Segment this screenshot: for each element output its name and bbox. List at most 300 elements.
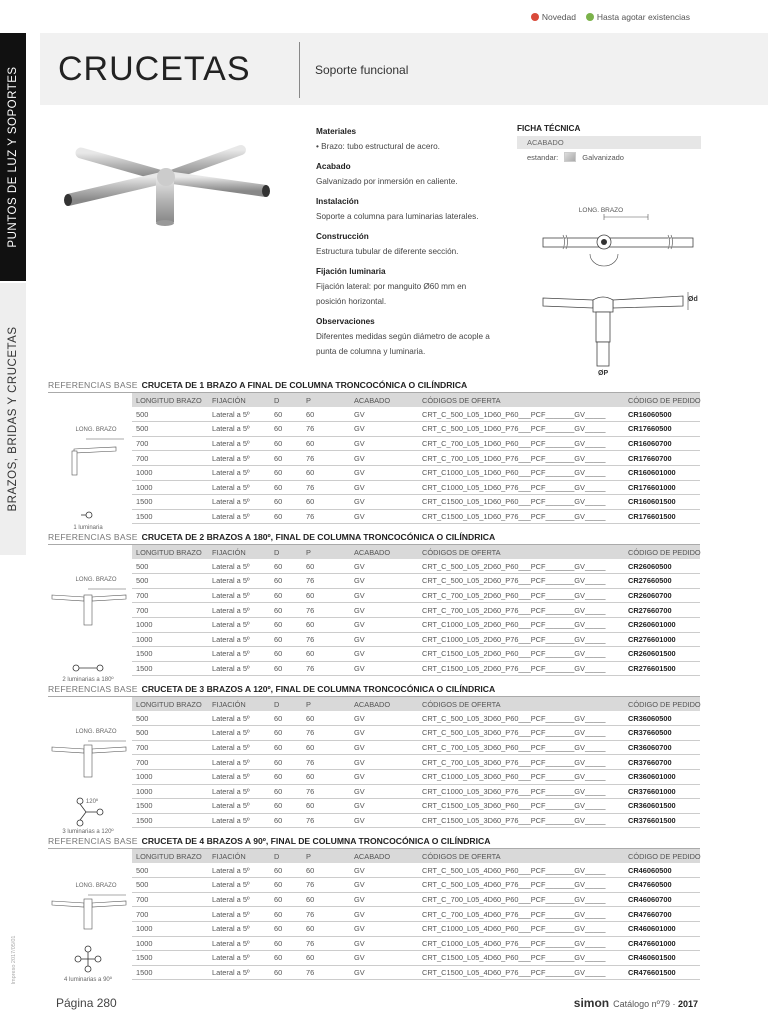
cell-longitud: 1000 (132, 465, 208, 480)
table-row (48, 559, 700, 574)
table-row (48, 509, 700, 524)
cell-acabado: GV (350, 769, 418, 784)
table-row (48, 574, 700, 589)
cell-longitud: 500 (132, 863, 208, 878)
side-tab-subsection (0, 283, 26, 555)
cell-d: 60 (270, 480, 302, 495)
cell-longitud: 500 (132, 407, 208, 422)
cell-codigo-oferta: CRT_C1500_L05_4D60_P60___PCF_______GV_____ (418, 951, 624, 966)
cell-longitud: 1500 (132, 661, 208, 676)
table-row (48, 784, 700, 799)
page-title: CRUCETAS (58, 50, 251, 88)
reference-table (48, 544, 701, 684)
cell-codigo-oferta: CRT_C_500_L05_4D60_P76___PCF_______GV_____ (418, 878, 624, 893)
cell-codigo-pedido: CR46060700 (624, 892, 700, 907)
cell-codigo-oferta: CRT_C_700_L05_2D60_P76___PCF_______GV_____ (418, 603, 624, 618)
table-row (48, 451, 700, 466)
cell-codigo-pedido: CR26060700 (624, 588, 700, 603)
layout-icon-cell (48, 559, 132, 684)
cell-p: 60 (302, 921, 350, 936)
finish-row (517, 149, 701, 165)
cell-longitud: 1000 (132, 921, 208, 936)
new-dot-icon (531, 13, 539, 21)
cell-d: 60 (270, 799, 302, 814)
cell-codigo-oferta: CRT_C_500_L05_1D60_P76___PCF_______GV_____ (418, 422, 624, 437)
cell-acabado: GV (350, 451, 418, 466)
cell-longitud: 500 (132, 878, 208, 893)
cell-d: 60 (270, 892, 302, 907)
col-longitud-brazo: LONGITUD BRAZO (132, 393, 208, 408)
cell-fijacion: Lateral a 5º (208, 407, 270, 422)
cell-p: 76 (302, 632, 350, 647)
table-header-row (48, 849, 700, 864)
col-codigo-pedido: CÓDIGO DE PEDIDO (624, 393, 700, 408)
cell-p: 60 (302, 617, 350, 632)
table-row (48, 878, 700, 893)
cell-longitud: 700 (132, 603, 208, 618)
cell-p: 60 (302, 465, 350, 480)
cell-codigo-oferta: CRT_C1500_L05_2D60_P76___PCF_______GV_____ (418, 661, 624, 676)
icon-caption: 1 luminaria (73, 525, 103, 532)
col-acabado: ACABADO (350, 393, 418, 408)
cell-acabado: GV (350, 951, 418, 966)
cell-fijacion: Lateral a 5º (208, 451, 270, 466)
cell-acabado: GV (350, 936, 418, 951)
col-d: D (270, 697, 302, 712)
cell-fijacion: Lateral a 5º (208, 951, 270, 966)
cell-codigo-pedido: CR260601000 (624, 617, 700, 632)
cell-codigo-pedido: CR176601500 (624, 509, 700, 524)
reference-section (48, 531, 701, 684)
cell-codigo-oferta: CRT_C1000_L05_1D60_P76___PCF_______GV_____ (418, 480, 624, 495)
page-subtitle: Soporte funcional (315, 63, 409, 77)
cell-codigo-pedido: CR47660500 (624, 878, 700, 893)
table-row (48, 617, 700, 632)
cell-p: 60 (302, 799, 350, 814)
cell-d: 60 (270, 921, 302, 936)
icon-caption: 4 luminarias a 90º (64, 977, 112, 984)
cell-longitud: 700 (132, 588, 208, 603)
table-row (48, 936, 700, 951)
cell-longitud: 500 (132, 422, 208, 437)
product-photo (56, 135, 276, 235)
cell-codigo-oferta: CRT_C1000_L05_3D60_P60___PCF_______GV_____ (418, 769, 624, 784)
cell-p: 76 (302, 784, 350, 799)
cell-d: 60 (270, 603, 302, 618)
cell-codigo-oferta: CRT_C_500_L05_3D60_P76___PCF_______GV_____ (418, 726, 624, 741)
icon-long-brazo-label: LONG. BRAZO (75, 427, 117, 434)
catalog-label: Catálogo nº79 · (613, 999, 676, 1009)
cell-longitud: 1000 (132, 936, 208, 951)
footer-catalog (574, 996, 698, 1010)
cell-fijacion: Lateral a 5º (208, 878, 270, 893)
cell-d: 60 (270, 509, 302, 524)
table-row (48, 813, 700, 828)
icon-long-brazo-label: LONG. BRAZO (75, 883, 117, 890)
legend-stock (586, 12, 690, 22)
col-fijacion: FIJACIÓN (208, 697, 270, 712)
cell-p: 76 (302, 661, 350, 676)
table-header-row (48, 697, 700, 712)
table-header-row (48, 545, 700, 560)
cell-fijacion: Lateral a 5º (208, 509, 270, 524)
specifications (316, 124, 496, 359)
cell-d: 60 (270, 965, 302, 980)
cell-p: 60 (302, 588, 350, 603)
cell-p: 76 (302, 813, 350, 828)
cell-longitud: 1500 (132, 799, 208, 814)
col-p: P (302, 393, 350, 408)
section-prefix: REFERENCIAS BASE (48, 684, 138, 694)
side-tab-section (0, 33, 26, 281)
cell-d: 60 (270, 951, 302, 966)
col-longitud-brazo: LONGITUD BRAZO (132, 545, 208, 560)
cell-acabado: GV (350, 965, 418, 980)
three-arm-diagram-icon (48, 739, 128, 789)
cell-longitud: 1500 (132, 495, 208, 510)
legend-stock-label: Hasta agotar existencias (596, 12, 690, 22)
table-row (48, 495, 700, 510)
cell-acabado: GV (350, 436, 418, 451)
d-diameter-label: Ød (688, 296, 698, 303)
cell-d: 60 (270, 661, 302, 676)
cell-p: 60 (302, 407, 350, 422)
cell-d: 60 (270, 784, 302, 799)
cell-acabado: GV (350, 813, 418, 828)
cell-codigo-pedido: CR460601000 (624, 921, 700, 936)
cell-d: 60 (270, 740, 302, 755)
cell-longitud: 1000 (132, 769, 208, 784)
section-heading: CRUCETA DE 3 BRAZOS A 120º, FINAL DE COLUMNA TRONCOCÓNICA O CILÍNDRICA (141, 684, 496, 694)
cell-p: 60 (302, 892, 350, 907)
cell-fijacion: Lateral a 5º (208, 892, 270, 907)
cell-codigo-pedido: CR17660500 (624, 422, 700, 437)
cell-d: 60 (270, 451, 302, 466)
cell-codigo-pedido: CR37660500 (624, 726, 700, 741)
cell-d: 60 (270, 755, 302, 770)
reference-section (48, 379, 701, 532)
cell-fijacion: Lateral a 5º (208, 907, 270, 922)
cell-acabado: GV (350, 632, 418, 647)
col-fijacion: FIJACIÓN (208, 545, 270, 560)
header-blank (48, 697, 132, 712)
cell-longitud: 1000 (132, 784, 208, 799)
cell-longitud: 500 (132, 711, 208, 726)
cell-codigo-oferta: CRT_C1500_L05_1D60_P76___PCF_______GV_____ (418, 509, 624, 524)
cell-acabado: GV (350, 799, 418, 814)
cell-acabado: GV (350, 892, 418, 907)
cell-codigo-oferta: CRT_C_700_L05_4D60_P60___PCF_______GV_____ (418, 892, 624, 907)
table-row (48, 588, 700, 603)
cell-d: 60 (270, 436, 302, 451)
header-blank (48, 393, 132, 408)
icon-long-brazo-label: LONG. BRAZO (75, 729, 117, 736)
section-heading: CRUCETA DE 4 BRAZOS A 90º, FINAL DE COLUMNA TRONCOCÓNICA O CILÍNDRICA (141, 836, 491, 846)
cell-p: 60 (302, 647, 350, 662)
section-title (48, 683, 700, 696)
cell-acabado: GV (350, 726, 418, 741)
cell-acabado: GV (350, 740, 418, 755)
col-codigos-oferta: CÓDIGOS DE OFERTA (418, 545, 624, 560)
side-tab-subsection-label: BRAZOS, BRIDAS Y CRUCETAS (7, 326, 19, 512)
spec-heading: Observaciones (316, 317, 375, 326)
table-row (48, 921, 700, 936)
col-d: D (270, 393, 302, 408)
cell-fijacion: Lateral a 5º (208, 588, 270, 603)
cell-longitud: 700 (132, 892, 208, 907)
icon-caption: 2 luminarias a 180º (62, 677, 114, 684)
cell-p: 60 (302, 436, 350, 451)
cell-codigo-oferta: CRT_C1000_L05_1D60_P60___PCF_______GV_____ (418, 465, 624, 480)
table-row (48, 647, 700, 662)
col-codigos-oferta: CÓDIGOS DE OFERTA (418, 393, 624, 408)
cell-codigo-oferta: CRT_C_500_L05_2D60_P76___PCF_______GV_____ (418, 574, 624, 589)
col-p: P (302, 697, 350, 712)
table-row (48, 726, 700, 741)
cell-fijacion: Lateral a 5º (208, 726, 270, 741)
one-luminaire-plan-icon (81, 509, 97, 521)
spec-heading: Acabado (316, 162, 351, 171)
cell-longitud: 500 (132, 574, 208, 589)
two-luminaire-plan-icon (70, 662, 106, 674)
cell-fijacion: Lateral a 5º (208, 617, 270, 632)
cell-d: 60 (270, 632, 302, 647)
cell-acabado: GV (350, 603, 418, 618)
cell-longitud: 1000 (132, 632, 208, 647)
cell-codigo-oferta: CRT_C_500_L05_2D60_P60___PCF_______GV_____ (418, 559, 624, 574)
cell-fijacion: Lateral a 5º (208, 574, 270, 589)
cell-fijacion: Lateral a 5º (208, 495, 270, 510)
cell-longitud: 700 (132, 907, 208, 922)
cell-fijacion: Lateral a 5º (208, 559, 270, 574)
cell-p: 76 (302, 907, 350, 922)
section-heading: CRUCETA DE 2 BRAZOS A 180º, FINAL DE COLUMNA TRONCOCÓNICA O CILÍNDRICA (141, 532, 496, 542)
table-row (48, 907, 700, 922)
cell-acabado: GV (350, 711, 418, 726)
spec-text: Diferentes medidas según diámetro de acople a punta de columna y luminaria. (316, 332, 490, 356)
col-codigos-oferta: CÓDIGOS DE OFERTA (418, 849, 624, 864)
cell-codigo-pedido: CR36060700 (624, 740, 700, 755)
cell-codigo-pedido: CR376601500 (624, 813, 700, 828)
cell-fijacion: Lateral a 5º (208, 647, 270, 662)
galvanized-swatch-icon (564, 152, 576, 162)
four-luminaire-plan-icon (74, 945, 102, 973)
cell-fijacion: Lateral a 5º (208, 711, 270, 726)
reference-table (48, 696, 701, 836)
cell-codigo-pedido: CR37660700 (624, 755, 700, 770)
layout-icon-cell (48, 407, 132, 532)
cell-p: 76 (302, 965, 350, 980)
spec-heading: Materiales (316, 127, 357, 136)
cell-codigo-pedido: CR16060500 (624, 407, 700, 422)
section-heading: CRUCETA DE 1 BRAZO A FINAL DE COLUMNA TRONCOCÓNICA O CILÍNDRICA (141, 380, 468, 390)
reference-section (48, 683, 701, 836)
cell-codigo-pedido: CR260601500 (624, 647, 700, 662)
cell-codigo-oferta: CRT_C1500_L05_1D60_P60___PCF_______GV_____ (418, 495, 624, 510)
cell-codigo-pedido: CR160601000 (624, 465, 700, 480)
cell-d: 60 (270, 907, 302, 922)
col-p: P (302, 545, 350, 560)
cell-d: 60 (270, 559, 302, 574)
cell-codigo-oferta: CRT_C_700_L05_4D60_P76___PCF_______GV_____ (418, 907, 624, 922)
spec-text: Fijación lateral: por manguito Ø60 mm en posición horizontal. (316, 282, 467, 306)
cell-acabado: GV (350, 617, 418, 632)
cell-fijacion: Lateral a 5º (208, 769, 270, 784)
cell-codigo-oferta: CRT_C1000_L05_4D60_P60___PCF_______GV_____ (418, 921, 624, 936)
spec-heading: Fijación luminaria (316, 267, 386, 276)
col-fijacion: FIJACIÓN (208, 849, 270, 864)
cell-codigo-pedido: CR476601000 (624, 936, 700, 951)
cell-fijacion: Lateral a 5º (208, 755, 270, 770)
cell-d: 60 (270, 465, 302, 480)
cell-p: 76 (302, 878, 350, 893)
table-row (48, 799, 700, 814)
cell-fijacion: Lateral a 5º (208, 784, 270, 799)
legend-new-label: Novedad (541, 12, 576, 22)
icon-caption: 3 luminarias a 120º (62, 829, 114, 836)
cell-longitud: 1500 (132, 509, 208, 524)
front-view-diagram (538, 290, 708, 380)
layout-icon-cell (48, 863, 132, 984)
cell-d: 60 (270, 769, 302, 784)
long-brazo-label: LONG. BRAZO (578, 207, 624, 214)
col-d: D (270, 849, 302, 864)
cell-fijacion: Lateral a 5º (208, 603, 270, 618)
table-row (48, 632, 700, 647)
spec-text: Soporte a columna para luminarias laterales. (316, 212, 479, 221)
col-fijacion: FIJACIÓN (208, 393, 270, 408)
table-row (48, 965, 700, 980)
cell-acabado: GV (350, 509, 418, 524)
technical-sheet-title: FICHA TÉCNICA (517, 124, 581, 133)
cell-d: 60 (270, 936, 302, 951)
cell-longitud: 1000 (132, 617, 208, 632)
cell-codigo-pedido: CR16060700 (624, 436, 700, 451)
cell-p: 60 (302, 769, 350, 784)
table-row (48, 769, 700, 784)
cell-p: 60 (302, 740, 350, 755)
header-blank (48, 849, 132, 864)
finish-band: ACABADO (517, 136, 701, 149)
cell-d: 60 (270, 617, 302, 632)
table-row (48, 603, 700, 618)
col-codigos-oferta: CÓDIGOS DE OFERTA (418, 697, 624, 712)
col-p: P (302, 849, 350, 864)
cell-longitud: 500 (132, 726, 208, 741)
cell-codigo-oferta: CRT_C1500_L05_4D60_P76___PCF_______GV_____ (418, 965, 624, 980)
header-divider (299, 42, 300, 98)
layout-icon-cell (48, 711, 132, 836)
table-row (48, 436, 700, 451)
cell-codigo-pedido: CR476601500 (624, 965, 700, 980)
cell-codigo-oferta: CRT_C_500_L05_4D60_P60___PCF_______GV_____ (418, 863, 624, 878)
cell-longitud: 1500 (132, 647, 208, 662)
cell-fijacion: Lateral a 5º (208, 863, 270, 878)
cell-fijacion: Lateral a 5º (208, 813, 270, 828)
cell-d: 60 (270, 407, 302, 422)
cell-fijacion: Lateral a 5º (208, 632, 270, 647)
cell-codigo-pedido: CR276601500 (624, 661, 700, 676)
print-date: Impreso 2017/05/01 (11, 935, 17, 985)
four-arm-diagram-icon (48, 893, 128, 941)
cell-p: 76 (302, 755, 350, 770)
section-title (48, 379, 700, 392)
cell-codigo-pedido: CR27660700 (624, 603, 700, 618)
cell-d: 60 (270, 863, 302, 878)
col-codigo-pedido: CÓDIGO DE PEDIDO (624, 545, 700, 560)
cell-p: 60 (302, 863, 350, 878)
col-acabado: ACABADO (350, 849, 418, 864)
table-row (48, 407, 700, 422)
cell-codigo-pedido: CR460601500 (624, 951, 700, 966)
legend-new (531, 12, 576, 22)
cell-acabado: GV (350, 661, 418, 676)
cell-fijacion: Lateral a 5º (208, 436, 270, 451)
cell-d: 60 (270, 878, 302, 893)
cell-d: 60 (270, 647, 302, 662)
cell-codigo-oferta: CRT_C_700_L05_3D60_P76___PCF_______GV_____ (418, 755, 624, 770)
table-row (48, 480, 700, 495)
cell-codigo-pedido: CR46060500 (624, 863, 700, 878)
col-d: D (270, 545, 302, 560)
cell-longitud: 500 (132, 559, 208, 574)
angle-label: 120º (85, 799, 99, 806)
p-diameter-label: ØP (598, 370, 609, 377)
cell-p: 60 (302, 559, 350, 574)
cell-acabado: GV (350, 784, 418, 799)
cell-p: 76 (302, 574, 350, 589)
cell-fijacion: Lateral a 5º (208, 799, 270, 814)
cell-p: 76 (302, 509, 350, 524)
cell-fijacion: Lateral a 5º (208, 921, 270, 936)
cell-longitud: 700 (132, 740, 208, 755)
spec-text: Galvanizado por inmersión en caliente. (316, 177, 458, 186)
table-row (48, 740, 700, 755)
finish-name: Galvanizado (582, 152, 624, 162)
cell-p: 60 (302, 711, 350, 726)
cell-acabado: GV (350, 407, 418, 422)
cell-p: 76 (302, 451, 350, 466)
cell-acabado: GV (350, 465, 418, 480)
cell-d: 60 (270, 726, 302, 741)
cell-p: 76 (302, 422, 350, 437)
cell-p: 76 (302, 480, 350, 495)
cell-acabado: GV (350, 574, 418, 589)
cell-codigo-oferta: CRT_C_700_L05_2D60_P60___PCF_______GV_____ (418, 588, 624, 603)
cell-codigo-oferta: CRT_C1000_L05_3D60_P76___PCF_______GV_____ (418, 784, 624, 799)
cell-acabado: GV (350, 647, 418, 662)
spec-heading: Instalación (316, 197, 359, 206)
cell-codigo-oferta: CRT_C1500_L05_2D60_P60___PCF_______GV_____ (418, 647, 624, 662)
cell-fijacion: Lateral a 5º (208, 465, 270, 480)
cell-acabado: GV (350, 495, 418, 510)
cell-longitud: 1500 (132, 813, 208, 828)
catalog-year: 2017 (677, 999, 698, 1009)
cell-codigo-pedido: CR276601000 (624, 632, 700, 647)
cell-codigo-oferta: CRT_C_700_L05_3D60_P60___PCF_______GV_____ (418, 740, 624, 755)
table-row (48, 892, 700, 907)
cell-acabado: GV (350, 863, 418, 878)
stock-dot-icon (586, 13, 594, 21)
cell-acabado: GV (350, 480, 418, 495)
cell-longitud: 1500 (132, 951, 208, 966)
spec-text: • Brazo: tubo estructural de acero. (316, 142, 440, 151)
cell-acabado: GV (350, 878, 418, 893)
section-title (48, 835, 700, 848)
technical-sheet (517, 124, 701, 165)
cell-longitud: 700 (132, 436, 208, 451)
table-row (48, 755, 700, 770)
